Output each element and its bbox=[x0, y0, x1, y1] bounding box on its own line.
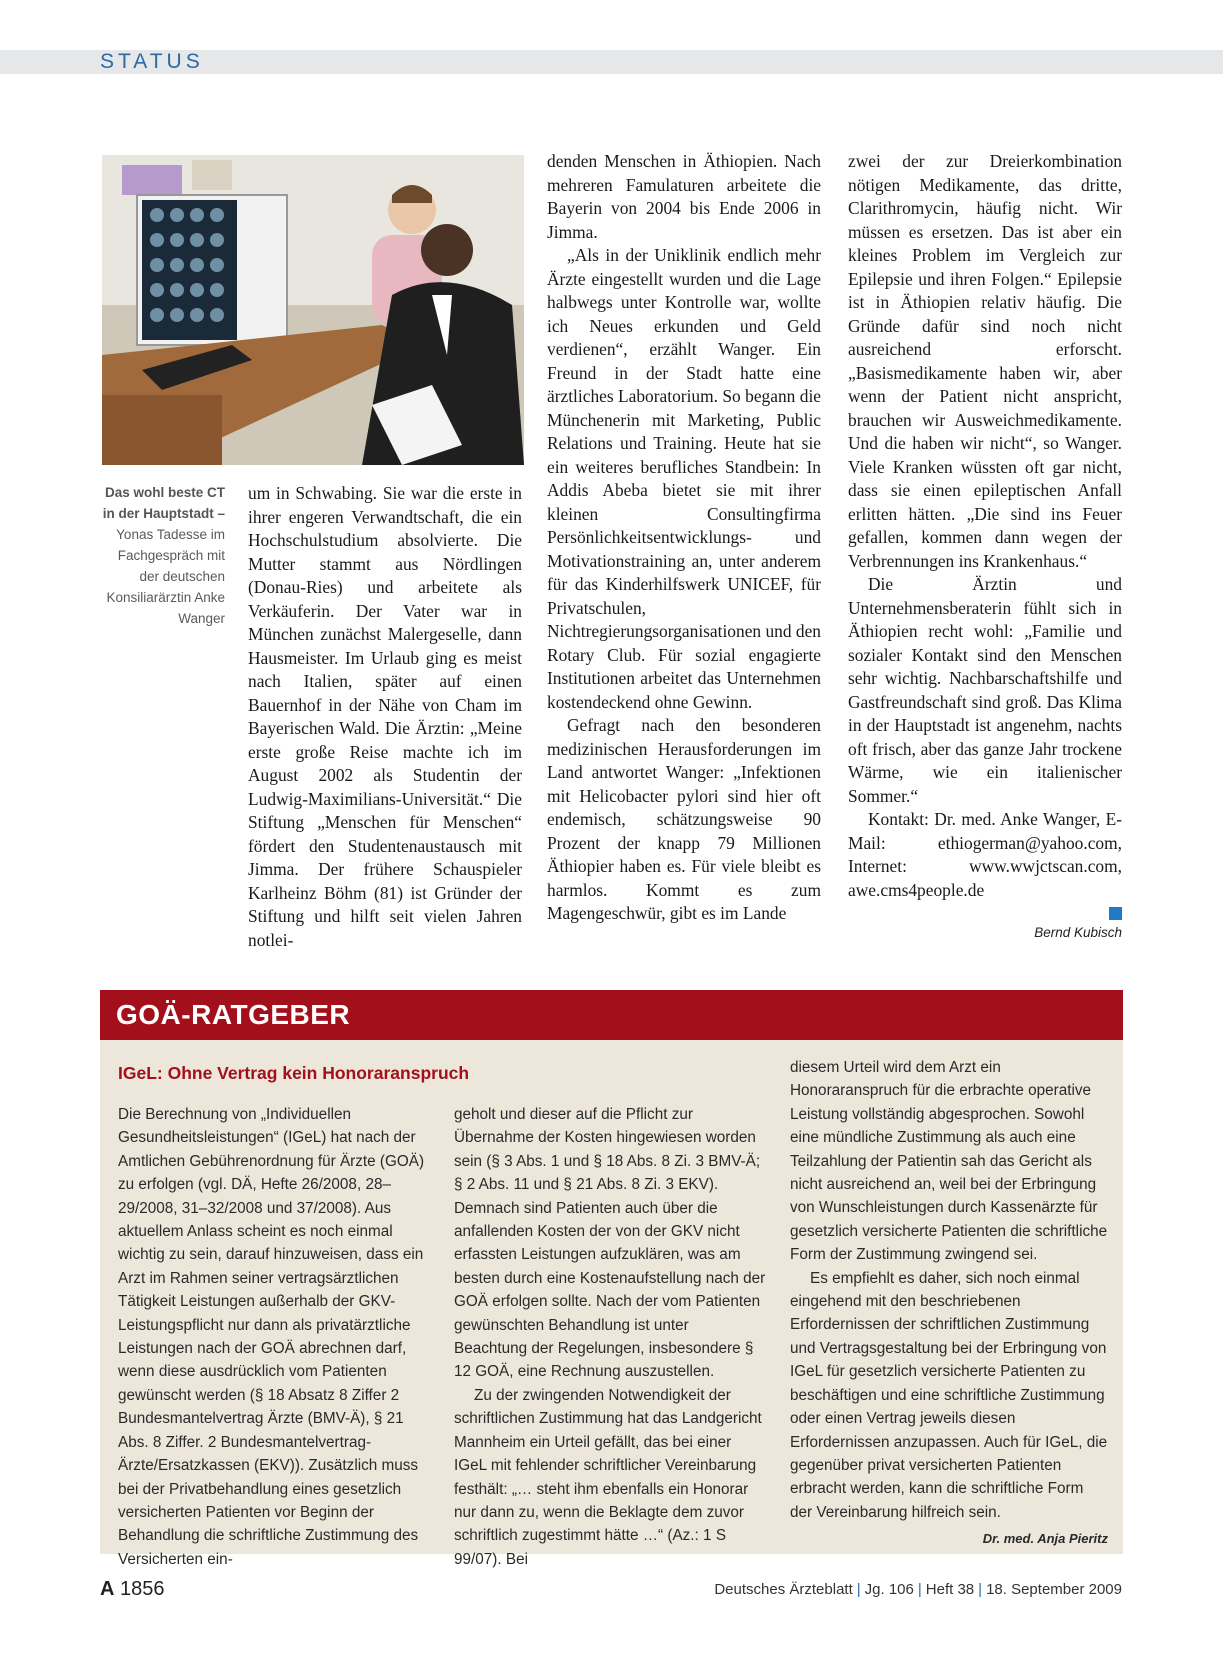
paragraph: Gefragt nach den besonderen medizinischen Herausforderungen im Land antwortet Wanger: „Infektionen mit Helicobacter pylori sind hier oft endemisch, schätzungsweise 90 Prozent der knapp 79 Millionen Äthiopier haben es. Für viele bleibt es harmlos. Kommt es zum Magengeschwür, gibt es im Lande bbox=[547, 715, 821, 923]
article-column-2 bbox=[547, 150, 821, 926]
goa-author: Dr. med. Anja Pieritz bbox=[982, 1531, 1108, 1547]
paragraph: Zu der zwingenden Notwendigkeit der schriftlichen Zustimmung hat das Landgericht Mannheim ein Urteil gefällt, das bei einer IGeL mit fehlender schriftlicher Vereinbarung festhält: „… steht ihm ebenfalls ein Honorar nur dann zu, wenn die Beklagte dem zuvor schriftlich zugestimmt hätte …“ (Az.: 1 S 99/07). Bei bbox=[454, 1386, 762, 1568]
page-prefix: A bbox=[100, 1578, 115, 1600]
paragraph: diesem Urteil wird dem Arzt ein Honoraranspruch für die erbrachte operative Leistung vollständig abgesprochen. Sowohl eine mündliche Zustimmung als auch eine Teilzahlung der Patientin sah das Gericht als nicht ausreichend an, weil bei der Erbringung von Wunschleistungen durch Kassenärzte für gesetzlich versicherte Patienten die schriftliche Form der Zustimmung zwingend sei. bbox=[790, 1059, 1108, 1264]
journal-issue: Heft 38 bbox=[925, 1581, 975, 1598]
paragraph: zwei der zur Dreierkombination nötigen Medikamente, das dritte, Clarithromycin, häufig nicht. Wir müssen es ersetzen. Das ist aber ein kleines Problem im Vergleich zur Epilepsie und ihren Folgen.“ Epilepsie ist in Äthiopien relativ häufig. Die Gründe dafür sind noch nicht ausreichend erforscht. „Basismedikamente haben wir, aber wenn der Patient nicht anspricht, brauchen wir Ausweichmedikamente. Und die haben wir nicht“, so Wanger. Viele Kranken wüssten oft gar nicht, dass sie einen epileptischen Anfall erlitten hätten. „Die sind ins Feuer gefallen, kommen dann wegen der Verbrennungen ins Krankenhaus.“ bbox=[848, 151, 1122, 571]
end-mark-icon bbox=[1109, 907, 1122, 920]
goa-subtitle: IGeL: Ohne Vertrag kein Honoraranspruch bbox=[118, 1063, 470, 1083]
article-column-1 bbox=[248, 482, 522, 952]
journal-info bbox=[700, 1581, 1122, 1598]
contact-paragraph: Kontakt: Dr. med. Anke Wanger, E-Mail: ethiogerman@yahoo.com, Internet: www.wwjctscan.com, awe.cms4people.de bbox=[848, 809, 1122, 900]
goa-column-1 bbox=[118, 1103, 430, 1571]
paragraph: denden Menschen in Äthiopien. Nach mehreren Famulaturen arbeitete die Bayerin von 2004 bis Ende 2006 in Jimma. bbox=[547, 151, 821, 242]
article-author: Bernd Kubisch bbox=[1034, 925, 1122, 940]
journal-volume: Jg. 106 bbox=[864, 1581, 914, 1598]
paragraph: Die Ärztin und Unternehmensberaterin fühlt sich in Äthiopien recht wohl: „Familie und sozialer Kontakt sind den Menschen sehr wichtig. Nachbarschaftshilfe und Gastfreundschaft sind groß. Das Klima in der Hauptstadt ist angenehm, nachts oft frisch, aber das ganze Jahr trockene Wärme, wie ein italienischer Sommer.“ bbox=[848, 574, 1122, 806]
goa-column-2 bbox=[454, 1103, 766, 1571]
photo-caption bbox=[100, 482, 225, 629]
goa-column-3 bbox=[790, 1056, 1108, 1551]
paragraph: Die Berechnung von „Individuellen Gesundheitsleistungen“ (IGeL) hat nach der Amtlichen Gebührenordnung für Ärzte (GOÄ) zu erfolgen (vgl. DÄ, Hefte 26/2008, 28–29/2008, 31–32/2008 und 37/2008). Aus aktuellem Anlass scheint es noch einmal wichtig zu sein, darauf hinzuweisen, dass ein Arzt im Rahmen seiner vertragsärztlichen Tätigkeit Leistungen außerhalb der GKV-Leistungspflicht nur dann als privatärztliche Leistungen nach der GOÄ abrechnen darf, wenn diese ausdrücklich vom Patienten gewünscht werden (§ 18 Absatz 8 Ziffer 2 Bundesmantelvertrag Ärzte (BMV-Ä), § 21 Abs. 8 Ziffer. 2 Bundesmantelvertrag-Ärzte/Ersatzkassen (EKV)). Zusätzlich muss bei der Privatbehandlung eines gesetzlich versicherten Patienten vor Beginn der Behandlung die schriftliche Zustimmung des Versicherten ein- bbox=[118, 1106, 425, 1568]
separator: | bbox=[978, 1581, 983, 1598]
article-photo bbox=[102, 155, 524, 465]
caption-lead: Das wohl beste CT in der Hauptstadt – bbox=[102, 485, 225, 521]
separator: | bbox=[856, 1581, 861, 1598]
page-number-value: 1856 bbox=[120, 1578, 165, 1600]
goa-title: GOÄ-RATGEBER bbox=[116, 999, 351, 1030]
caption-text: Yonas Tadesse im Fachgespräch mit der deutschen Konsiliarärztin Anke Wanger bbox=[106, 527, 225, 626]
paragraph: geholt und dieser auf die Pflicht zur Übernahme der Kosten hingewiesen worden sein (§ 3 Abs. 1 und § 18 Abs. 8 Zi. 3 BMV-Ä; § 2 Abs. 11 und § 21 Abs. 8 Zi. 3 EKV). Demnach sind Patienten auch über die anfallenden Kosten der von der GKV nicht erfassten Leistungen aufzuklären, was am besten durch eine Kostenaufstellung nach der GOÄ erfolgen sollte. Nach der vom Patienten gewünschten Behandlung ist unter Beachtung der Regelungen, insbesondere § 12 GOÄ, eine Rechnung auszustellen. bbox=[454, 1106, 766, 1381]
section-title: STATUS bbox=[100, 50, 204, 73]
journal-date: 18. September 2009 bbox=[986, 1581, 1122, 1598]
journal-name: Deutsches Ärzteblatt bbox=[714, 1581, 853, 1598]
paragraph: „Als in der Uniklinik endlich mehr Ärzte eingestellt wurden und die Lage halbwegs unter Kontrolle war, wollte ich Neues erkunden und Geld verdienen“, erzählt Wanger. Ein Freund in der Stadt hatte eine ärztliches Laboratorium. So begann die Münchenerin mit Marketing, Public Relations und Training. Heute hat sie ein weiteres berufliches Standbein: In Addis Abeba bietet sie mit ihrer kleinen Consultingfirma Persönlichkeitsentwicklungs- und Motivationstraining an, unter anderem für das Kinderhilfswerk UNICEF, für Privatschulen, Nichtregierungsorganisationen und den Rotary Club. Für sozial engagierte Institutionen arbeitet das Unternehmen kostendeckend ohne Gewinn. bbox=[547, 245, 821, 712]
article-column-3 bbox=[848, 150, 1122, 920]
page-number bbox=[100, 1578, 165, 1601]
paragraph: um in Schwabing. Sie war die erste in ihrer engeren Verwandtschaft, die ein Hochschulstudium absolvierte. Die Mutter stammt aus Nördlingen (Donau-Ries) und arbeitete als Verkäuferin. Der Vater war in München zunächst Malergeselle, dann Hausmeister. Im Urlaub ging es meist nach Italien, später auf einen Bauernhof in der Nähe von Cham im Bayerischen Wald. Die Ärztin: „Meine erste große Reise machte ich im August 2002 als Studentin der Ludwig-Maximilians-Universität.“ Die Stiftung „Menschen für Menschen“ fördert den Studentenaustausch mit Jimma. Der frühere Schauspieler Karlheinz Böhm (81) ist Gründer der Stiftung und hilft seit vielen Jahren notlei- bbox=[248, 483, 522, 950]
paragraph: Es empfiehlt es daher, sich noch einmal eingehend mit den beschriebenen Erfordernissen der schriftlichen Zustimmung und Vertragsgestaltung bei der Erbringung von IGeL für gesetzlich versicherte Patienten zu beschäftigen und eine schriftliche Zustimmung oder einen Vertrag jeweils diesen Erfordernissen anzupassen. Auch für IGeL, die gegenüber privat versicherten Patienten erbracht werden, kann die schriftliche Form der Vereinbarung hilfreich sein. Dr. med. Anja Pieritz bbox=[790, 1267, 1108, 1524]
separator: | bbox=[917, 1581, 922, 1598]
